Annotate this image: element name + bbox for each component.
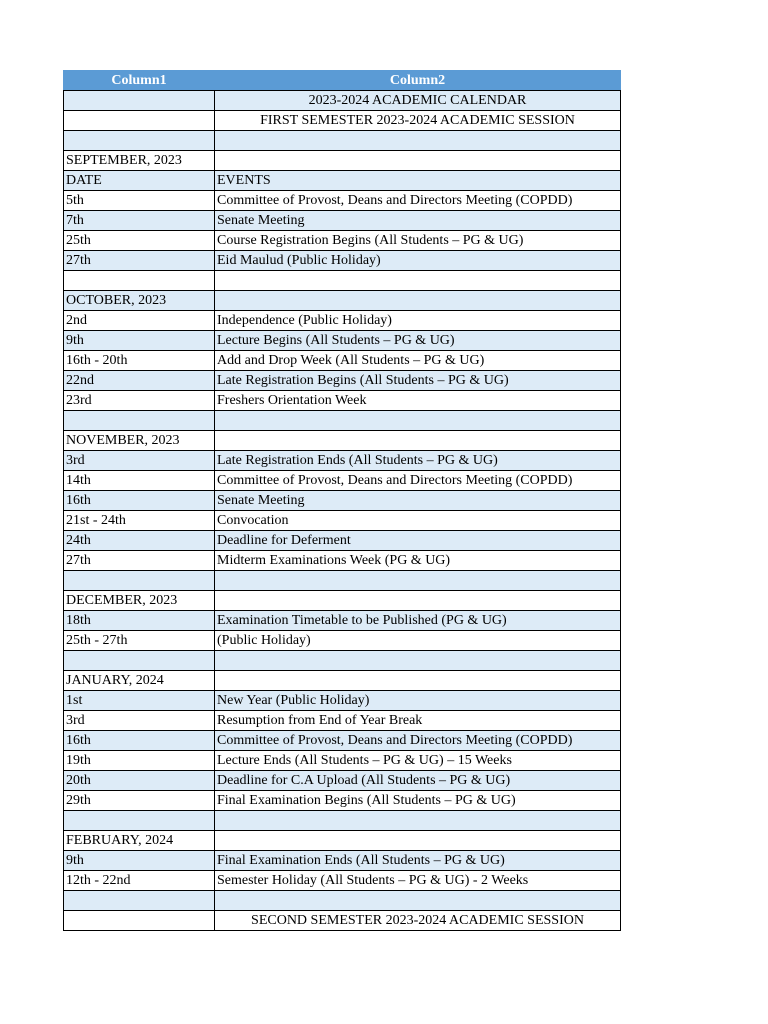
event-cell: Resumption from End of Year Break — [215, 711, 621, 731]
date-cell: 14th — [64, 471, 215, 491]
month-label: OCTOBER, 2023 — [64, 291, 215, 311]
table-row — [64, 451, 621, 471]
academic-calendar-table — [63, 70, 621, 931]
spacer-row — [64, 891, 621, 911]
event-cell — [215, 671, 621, 691]
table-row — [64, 371, 621, 391]
date-cell: 5th — [64, 191, 215, 211]
event-cell: Late Registration Ends (All Students – PG & UG) — [215, 451, 621, 471]
date-cell: 20th — [64, 771, 215, 791]
event-cell: Final Examination Begins (All Students – PG & UG) — [215, 791, 621, 811]
date-cell — [64, 131, 215, 151]
table-row — [64, 691, 621, 711]
second-semester-left-cell — [64, 911, 215, 931]
event-cell — [215, 151, 621, 171]
table-header-row — [64, 71, 621, 91]
event-cell: (Public Holiday) — [215, 631, 621, 651]
date-cell: 7th — [64, 211, 215, 231]
event-cell: Freshers Orientation Week — [215, 391, 621, 411]
date-cell: 24th — [64, 531, 215, 551]
event-cell — [215, 831, 621, 851]
event-cell: Committee of Provost, Deans and Directors Meeting (COPDD) — [215, 471, 621, 491]
event-cell: New Year (Public Holiday) — [215, 691, 621, 711]
event-cell: Lecture Begins (All Students – PG & UG) — [215, 331, 621, 351]
table-row — [64, 351, 621, 371]
table-row — [64, 251, 621, 271]
date-cell: 9th — [64, 331, 215, 351]
event-cell — [215, 891, 621, 911]
event-cell: Add and Drop Week (All Students – PG & UG) — [215, 351, 621, 371]
table-row — [64, 231, 621, 251]
month-header-row — [64, 431, 621, 451]
event-cell: Convocation — [215, 511, 621, 531]
event-cell: Deadline for Deferment — [215, 531, 621, 551]
month-label: JANUARY, 2024 — [64, 671, 215, 691]
date-cell — [64, 811, 215, 831]
date-cell: 29th — [64, 791, 215, 811]
date-column-label: DATE — [64, 171, 215, 191]
calendar-body — [64, 91, 621, 931]
date-cell: 16th - 20th — [64, 351, 215, 371]
month-header-row — [64, 591, 621, 611]
table-row — [64, 611, 621, 631]
date-cell: 1st — [64, 691, 215, 711]
event-cell: Eid Maulud (Public Holiday) — [215, 251, 621, 271]
table-row — [64, 751, 621, 771]
title-left-cell — [64, 91, 215, 111]
date-cell — [64, 411, 215, 431]
date-cell: 2nd — [64, 311, 215, 331]
event-cell: Committee of Provost, Deans and Directors Meeting (COPDD) — [215, 731, 621, 751]
event-cell — [215, 431, 621, 451]
date-cell: 25th — [64, 231, 215, 251]
table-row — [64, 211, 621, 231]
date-cell: 3rd — [64, 451, 215, 471]
month-header-row — [64, 671, 621, 691]
event-cell: Senate Meeting — [215, 491, 621, 511]
spacer-row — [64, 811, 621, 831]
event-cell: Lecture Ends (All Students – PG & UG) – 15 Weeks — [215, 751, 621, 771]
event-cell: Senate Meeting — [215, 211, 621, 231]
event-cell — [215, 651, 621, 671]
date-cell — [64, 271, 215, 291]
spacer-row — [64, 571, 621, 591]
event-cell: Course Registration Begins (All Students – PG & UG) — [215, 231, 621, 251]
event-cell — [215, 811, 621, 831]
event-cell: Deadline for C.A Upload (All Students – PG & UG) — [215, 771, 621, 791]
date-cell: 22nd — [64, 371, 215, 391]
table-row — [64, 851, 621, 871]
table-row — [64, 491, 621, 511]
date-cell: 12th - 22nd — [64, 871, 215, 891]
date-cell: 23rd — [64, 391, 215, 411]
month-label: DECEMBER, 2023 — [64, 591, 215, 611]
spacer-row — [64, 131, 621, 151]
table-row — [64, 711, 621, 731]
date-cell: 27th — [64, 551, 215, 571]
spacer-row — [64, 271, 621, 291]
month-label: FEBRUARY, 2024 — [64, 831, 215, 851]
table-row — [64, 471, 621, 491]
date-cell: 16th — [64, 731, 215, 751]
month-label: NOVEMBER, 2023 — [64, 431, 215, 451]
table-row — [64, 191, 621, 211]
date-cell: 25th - 27th — [64, 631, 215, 651]
table-row — [64, 391, 621, 411]
event-cell: Final Examination Ends (All Students – PG & UG) — [215, 851, 621, 871]
table-row — [64, 771, 621, 791]
table-row — [64, 871, 621, 891]
month-label: SEPTEMBER, 2023 — [64, 151, 215, 171]
event-cell: Independence (Public Holiday) — [215, 311, 621, 331]
table-row — [64, 631, 621, 651]
column2-header[interactable]: Column2 — [215, 71, 621, 91]
events-column-label: EVENTS — [215, 171, 621, 191]
second-semester-title: SECOND SEMESTER 2023-2024 ACADEMIC SESSION — [215, 911, 621, 931]
spacer-row — [64, 411, 621, 431]
event-cell — [215, 411, 621, 431]
date-cell: 9th — [64, 851, 215, 871]
month-header-row — [64, 291, 621, 311]
second-semester-row — [64, 911, 621, 931]
title-row — [64, 91, 621, 111]
event-cell: Committee of Provost, Deans and Directors Meeting (COPDD) — [215, 191, 621, 211]
table-row — [64, 311, 621, 331]
spacer-row — [64, 651, 621, 671]
table-row — [64, 331, 621, 351]
event-cell — [215, 271, 621, 291]
month-header-row — [64, 831, 621, 851]
date-cell — [64, 891, 215, 911]
date-cell — [64, 571, 215, 591]
event-cell — [215, 571, 621, 591]
table-row — [64, 791, 621, 811]
event-cell: Examination Timetable to be Published (PG & UG) — [215, 611, 621, 631]
column1-header[interactable]: Column1 — [64, 71, 215, 91]
event-cell: Late Registration Begins (All Students – PG & UG) — [215, 371, 621, 391]
table-row — [64, 551, 621, 571]
date-cell — [64, 651, 215, 671]
date-cell: 19th — [64, 751, 215, 771]
table-row — [64, 531, 621, 551]
month-header-row — [64, 151, 621, 171]
table-row — [64, 731, 621, 751]
event-cell — [215, 291, 621, 311]
calendar-title: 2023-2024 ACADEMIC CALENDAR — [215, 91, 621, 111]
date-cell: 18th — [64, 611, 215, 631]
date-cell: 27th — [64, 251, 215, 271]
semester-title-left-cell — [64, 111, 215, 131]
date-cell: 3rd — [64, 711, 215, 731]
column-label-row — [64, 171, 621, 191]
semester-title-row — [64, 111, 621, 131]
table-row — [64, 511, 621, 531]
event-cell — [215, 591, 621, 611]
event-cell: Semester Holiday (All Students – PG & UG) - 2 Weeks — [215, 871, 621, 891]
date-cell: 21st - 24th — [64, 511, 215, 531]
event-cell — [215, 131, 621, 151]
event-cell: Midterm Examinations Week (PG & UG) — [215, 551, 621, 571]
date-cell: 16th — [64, 491, 215, 511]
first-semester-title: FIRST SEMESTER 2023-2024 ACADEMIC SESSION — [215, 111, 621, 131]
